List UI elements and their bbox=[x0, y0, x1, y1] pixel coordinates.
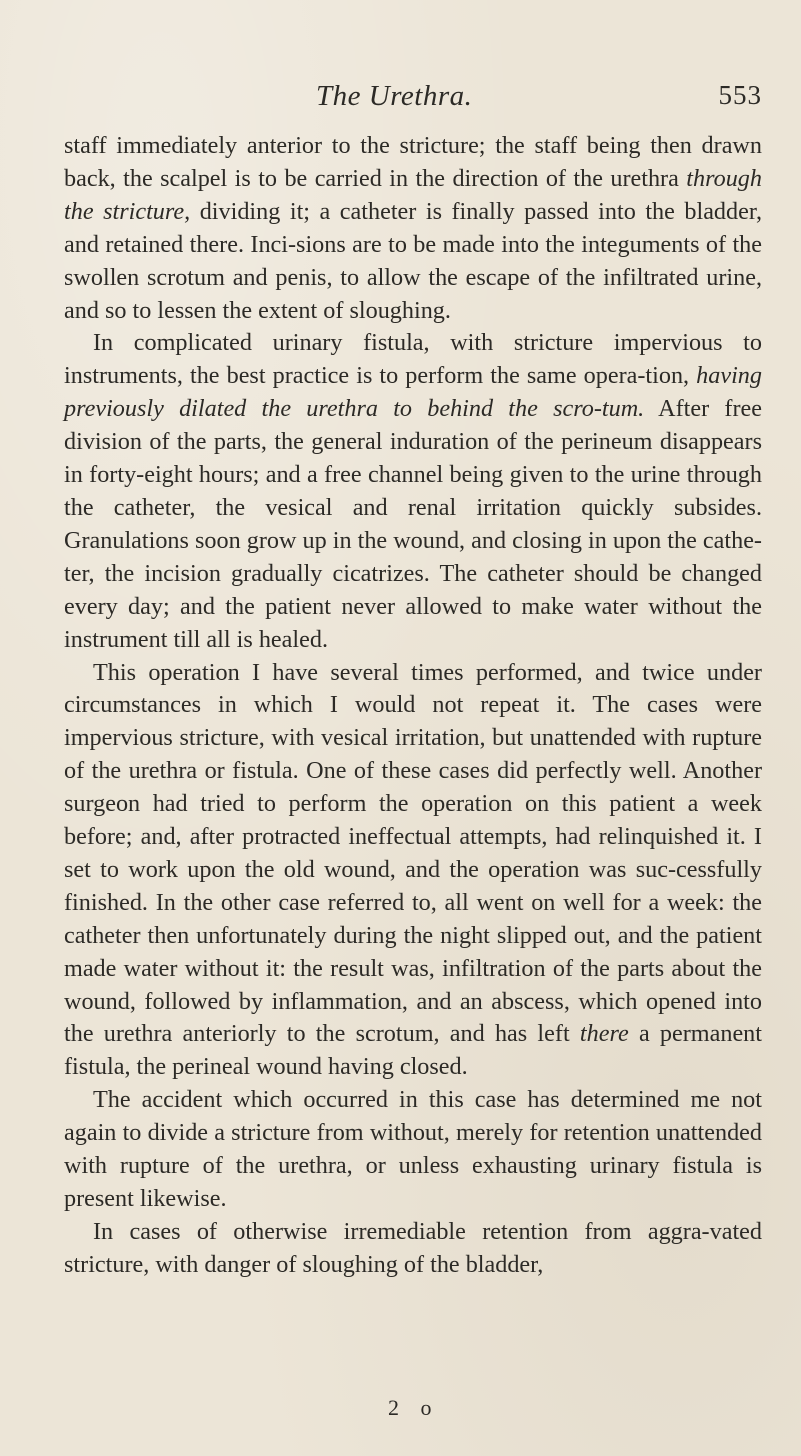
italic-run: through the stricture, bbox=[64, 164, 762, 225]
paragraph-2 bbox=[64, 327, 762, 656]
text-run: In cases of otherwise irremediable retention from aggra-vated stricture, with danger of sloughing of the bladder, bbox=[64, 1217, 762, 1278]
body-text bbox=[64, 130, 762, 1282]
page-header bbox=[64, 80, 762, 120]
text-run: The accident which occurred in this case has determined me not again to divide a stricture from without, merely for retention unattended with rupture of the urethra, or unless exhausting urinary fistula is present likewise. bbox=[64, 1086, 762, 1212]
text-run: staff immediately anterior to the stricture; the staff being then drawn back, the scalpel is to be carried in the direction of the urethra bbox=[64, 132, 762, 192]
text-run: dividing it; a catheter is finally passed into the bladder, and retained there. Inci-sions are to be made into the integuments of the swollen scrotum and penis, to allow the escape of the infiltrated urine, and so to lessen the extent of sloughing. bbox=[64, 197, 762, 324]
italic-run: having previously dilated the urethra to behind the scro-tum. bbox=[64, 362, 762, 423]
italic-run: there bbox=[579, 1020, 629, 1048]
paragraph-1 bbox=[64, 130, 762, 327]
paragraph-5 bbox=[64, 1216, 762, 1282]
page-number: 553 bbox=[718, 80, 762, 110]
text-run: This operation I have several times performed, and twice under circumstances in which I would not repeat it. The cases were impervious stricture, with vesical irritation, but unattended with rupture of the urethra or fistula. One of these cases did perfectly well. Another surgeon had tried to perform the operation on this patient a week before; and, after protracted ineffectual attempts, had relinquished it. I set to work upon the old wound, and the operation was suc-cessfully finished. In the other case referred to, all went on well for a week: the catheter then unfortunately during the night slipped out, and the patient made water without it: the result was, infiltration of the parts about the wound, followed by inflammation, and an abscess, which opened into the urethra anteriorly to the scrotum, and has left bbox=[64, 658, 762, 1048]
text-run: In complicated urinary fistula, with stricture impervious to instruments, the best practice is to perform the same opera-tion, bbox=[64, 329, 762, 390]
signature-mark: 2 o bbox=[388, 1395, 440, 1420]
text-run: a permanent fistula, the perineal wound having closed. bbox=[64, 1020, 762, 1081]
running-head: The Urethra. bbox=[316, 80, 473, 112]
paragraph-3 bbox=[64, 657, 762, 1085]
paragraph-4 bbox=[64, 1084, 762, 1216]
text-run: After free division of the parts, the general induration of the perineum disappears in forty-eight hours; and a free channel being given to the urine through the catheter, the vesical and renal irritation quickly subsides. Granulations soon grow up in the wound, and closing in upon the cathe-ter, the incision gradually cicatrizes. The catheter should be changed every day; and the patient never allowed to make water without the instrument till all is healed. bbox=[64, 395, 762, 653]
